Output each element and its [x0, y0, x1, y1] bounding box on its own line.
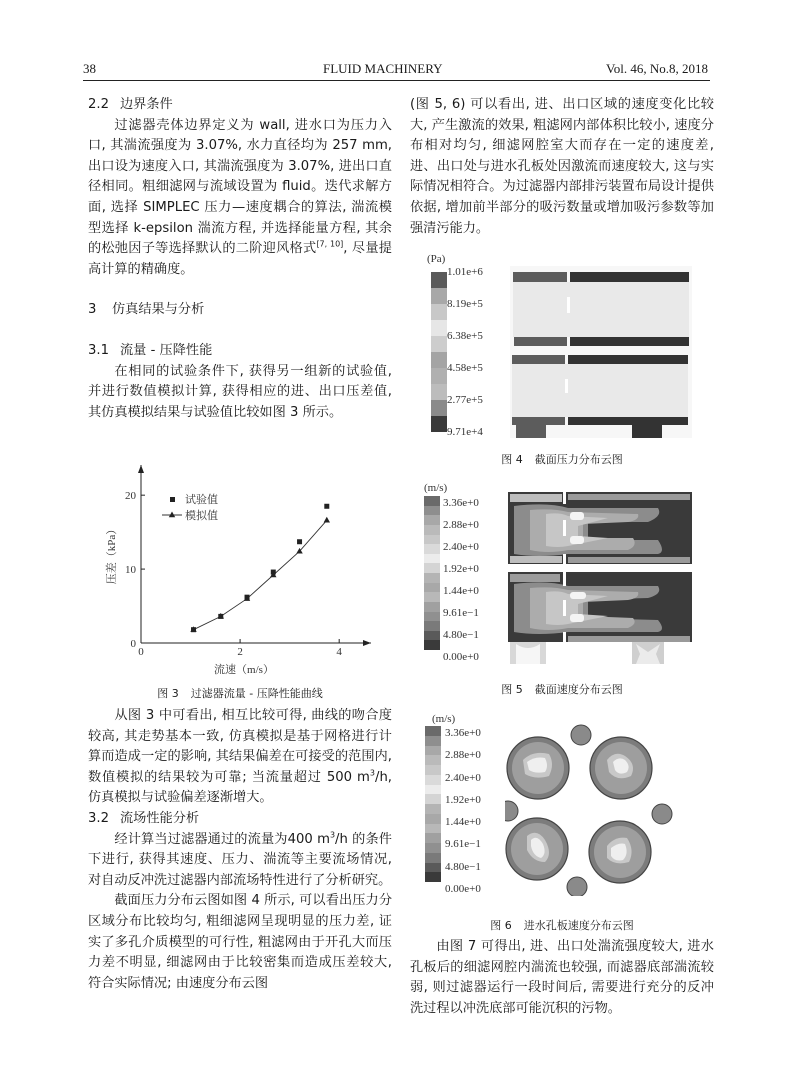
x-axis-arrow: [363, 640, 371, 646]
colorbar-band: [425, 765, 441, 775]
colorbar-band: [431, 352, 447, 368]
experimental-point: [245, 595, 250, 600]
colorbar-tick-label: 4.80e−1: [443, 629, 479, 641]
fig4-colorbar: [431, 272, 447, 432]
running-header: [83, 58, 710, 81]
figure-6-caption: 图 6 进水孔板速度分布云图: [490, 919, 634, 932]
small-hole-right: [652, 804, 672, 824]
colorbar-band: [425, 863, 441, 873]
colorbar-band: [425, 755, 441, 765]
x-tick-label: 2: [237, 646, 243, 658]
colorbar-tick-label: 2.40e+0: [443, 541, 479, 553]
figure-5-caption: 图 5 截面速度分布云图: [501, 683, 623, 696]
colorbar-tick-label: 1.92e+0: [445, 793, 481, 806]
colorbar-band: [431, 368, 447, 384]
fig3-discussion-paragraph: 从图 3 中可看出, 相互比较可得, 曲线的吻合度较高, 其走势基本一致, 仿真模拟是基于网格进行计算而造成一定的影响, 其结果偏差在可接受的范围内, 数值模拟的结果较为可靠; 当流量超过 500 $m^3/h$, 仿真模拟与试验偏差逐渐增大。: [88, 708, 392, 806]
colorbar-tick-label: 9.71e+4: [447, 426, 483, 438]
colorbar-tick-label: 2.40e+0: [445, 771, 481, 784]
colorbar-tick-label: 4.80e−1: [445, 860, 481, 873]
right-column-top: [410, 95, 714, 239]
simulated-line: [194, 520, 327, 629]
fig5-velocity-contour: [508, 492, 692, 664]
upper-section: [513, 272, 689, 346]
large-hole-top-right: [590, 737, 652, 799]
figure-4-caption: 图 4 截面压力分布云图: [501, 453, 623, 466]
colorbar-band: [425, 872, 441, 882]
page-number: 38: [83, 61, 96, 76]
colorbar-band: [424, 563, 440, 573]
colorbar-band: [424, 602, 440, 612]
x-tick-label: 0: [138, 646, 144, 658]
colorbar-band: [425, 804, 441, 814]
section-3-1-paragraph: 在相同的试验条件下, 获得另一组新的试验值, 并进行数值模拟计算, 获得相应的进、出口压差值, 其仿真模拟结果与试验值比较如图 3 所示。: [88, 363, 392, 420]
large-hole-top-left: [507, 737, 569, 799]
section-3-heading: 3 仿真结果与分析: [88, 302, 205, 318]
y-axis-label: 压差（kPa）: [106, 523, 118, 585]
y-axis-arrow: [138, 465, 144, 473]
colorbar-band: [424, 592, 440, 602]
section-3-2-paragraph-1: 经计算当过滤器通过的流量为400 $m^3/h$ 的条件下进行, 获得其速度、压力、湍流等主要流场情况, 对自动反冲洗过滤器内部流场特性进行了分析研究。: [88, 830, 392, 888]
colorbar-band: [424, 573, 440, 583]
lower-velocity-section: [508, 572, 692, 664]
colorbar-tick-label: 3.36e+0: [445, 727, 481, 739]
section-3-2-paragraph-2: 截面压力分布云图如图 4 所示, 可以看出压力分区域分布比较均匀, 粗细滤网呈现明显的压力差, 证实了多孔介质模型的可行性, 粗滤网由于开孔大而压力差不明显, 细滤网由于比较密集而造成压差较大, 符合实际情况; 由速度分布云图: [88, 893, 392, 991]
colorbar-band: [424, 631, 440, 641]
colorbar-tick-label: 0.00e+0: [445, 883, 481, 895]
colorbar-band: [431, 304, 447, 320]
right-column-bottom: [410, 937, 714, 1019]
experimental-point: [324, 504, 329, 509]
simulated-point: [324, 517, 330, 523]
colorbar-tick-label: 2.88e+0: [443, 519, 479, 531]
fig6-colorbar: [425, 726, 441, 898]
fig4-unit: (Pa): [427, 253, 446, 265]
colorbar-band: [424, 621, 440, 631]
colorbar-band: [431, 320, 447, 336]
colorbar-tick-label: 6.38e+5: [447, 330, 483, 342]
colorbar-band: [425, 746, 441, 756]
fig5-colorbar: [424, 496, 440, 664]
section-3-2-heading: 3.2 流场性能分析: [88, 810, 200, 826]
legend-marker-experimental: [170, 497, 175, 502]
colorbar-band: [425, 824, 441, 834]
colorbar-tick-label: 9.61e−1: [443, 607, 479, 619]
fig5-unit: (m/s): [424, 482, 448, 494]
legend-label-experimental: 试验值: [185, 494, 218, 506]
velocity-discussion-paragraph: (图 5, 6) 可以看出, 进、出口区域的速度变化比较大, 产生激流的效果, 粗滤网内部体积比较小, 速度分布相对均匀, 细滤网腔室大而存在一定的速度差, 进、出口处与进水孔板处因激流而速度较大, 这与实际情况相符合。为过滤器内部排污装置布局设计提供依据, 增加前半部分的吸污数量或增加吸污参数等加强清污能力。: [410, 97, 714, 236]
colorbar-band: [431, 336, 447, 352]
colorbar-band: [424, 612, 440, 622]
colorbar-band: [425, 736, 441, 746]
colorbar-tick-label: 2.88e+0: [445, 749, 481, 762]
colorbar-tick-label: 0.00e+0: [443, 651, 479, 663]
colorbar-band: [425, 775, 441, 785]
colorbar-band: [431, 416, 447, 432]
left-column-top: [88, 95, 392, 423]
colorbar-band: [431, 384, 447, 400]
colorbar-band: [425, 794, 441, 804]
colorbar-band: [425, 853, 441, 863]
colorbar-tick-label: 1.92e+0: [443, 563, 479, 575]
fig6-orifice-plate-contour: [505, 716, 690, 896]
colorbar-band: [424, 544, 440, 554]
colorbar-band: [431, 288, 447, 304]
large-hole-bottom-right: [589, 821, 651, 883]
section-3-1-heading: 3.1 流量 - 压降性能: [88, 342, 213, 358]
experimental-point: [271, 570, 276, 575]
upper-velocity-section: [508, 492, 692, 566]
x-tick-label: 4: [336, 646, 342, 658]
legend-label-simulated: 模拟值: [185, 510, 218, 522]
citation: [7, 10]: [316, 239, 344, 249]
colorbar-band: [424, 496, 440, 506]
colorbar-band: [425, 833, 441, 843]
colorbar-band: [431, 272, 447, 288]
small-hole-bottom: [567, 877, 587, 896]
colorbar-tick-label: 4.58e+5: [447, 362, 483, 374]
large-hole-bottom-left: [506, 818, 568, 880]
journal-name: FLUID MACHINERY: [323, 61, 443, 76]
colorbar-tick-label: 2.77e+5: [447, 394, 483, 406]
small-hole-top: [571, 725, 591, 745]
left-column-bottom: [88, 706, 392, 994]
colorbar-band: [424, 583, 440, 593]
fig6-unit: (m/s): [432, 713, 456, 725]
colorbar-band: [425, 785, 441, 795]
small-hole-left: [505, 801, 518, 821]
colorbar-tick-label: 1.44e+0: [443, 585, 479, 597]
experimental-point: [218, 614, 223, 619]
colorbar-band: [425, 843, 441, 853]
experimental-point: [297, 539, 302, 544]
fig4-pressure-contour: [510, 266, 692, 438]
colorbar-band: [424, 515, 440, 525]
colorbar-band: [425, 726, 441, 736]
turbulence-discussion-paragraph: 由图 7 可得出, 进、出口处湍流强度较大, 进水孔板后的细滤网腔内湍流也较强, 而滤器底部湍流较弱, 则过滤器运行一段时间后, 需要进行充分的反冲洗过程以冲洗底部可能沉积的污物。: [410, 939, 714, 1016]
colorbar-tick-label: 1.44e+0: [445, 816, 481, 829]
colorbar-band: [424, 640, 440, 650]
colorbar-band: [424, 554, 440, 564]
figure-3-caption: 图 3 过滤器流量 - 压降性能曲线: [157, 687, 323, 700]
figure-3-chart: [95, 458, 375, 680]
x-axis-label: 流速（m/s）: [214, 664, 274, 676]
colorbar-band: [424, 535, 440, 545]
colorbar-band: [424, 506, 440, 516]
y-tick-label: 10: [125, 564, 136, 577]
section-2-2-paragraph: 过滤器壳体边界定义为 wall, 进水口为压力入口, 其湍流强度为 3.07%, 水力直径均为 257 mm, 出口设为速度入口, 其湍流强度为 3.07%, 进出口直径相同。粗细滤网与流域设置为 fluid。迭代求解方面, 选择 SIMPLEC 压力—速度耦合的算法, 湍流模型选择 k-epsilon 湍流方程, 并选择能量方程, 其余的松弛因子等选择默认的二阶迎风格式[7, 10], 尽量提高计算的精确度。: [88, 117, 392, 277]
colorbar-band: [431, 400, 447, 416]
experimental-point: [191, 627, 196, 632]
colorbar-tick-label: 1.01e+6: [447, 266, 483, 278]
y-tick-label: 0: [130, 638, 136, 650]
colorbar-band: [425, 814, 441, 824]
colorbar-tick-label: 3.36e+0: [443, 497, 479, 509]
colorbar-tick-label: 8.19e+5: [447, 298, 483, 310]
legend-marker-simulated: [169, 512, 175, 518]
section-2-2-heading: 2.2 边界条件: [88, 97, 173, 112]
colorbar-tick-label: 9.61e−1: [445, 838, 481, 851]
y-tick-label: 20: [125, 490, 136, 503]
colorbar-band: [424, 525, 440, 535]
volume-info: Vol. 46, No.8, 2018: [606, 61, 708, 76]
